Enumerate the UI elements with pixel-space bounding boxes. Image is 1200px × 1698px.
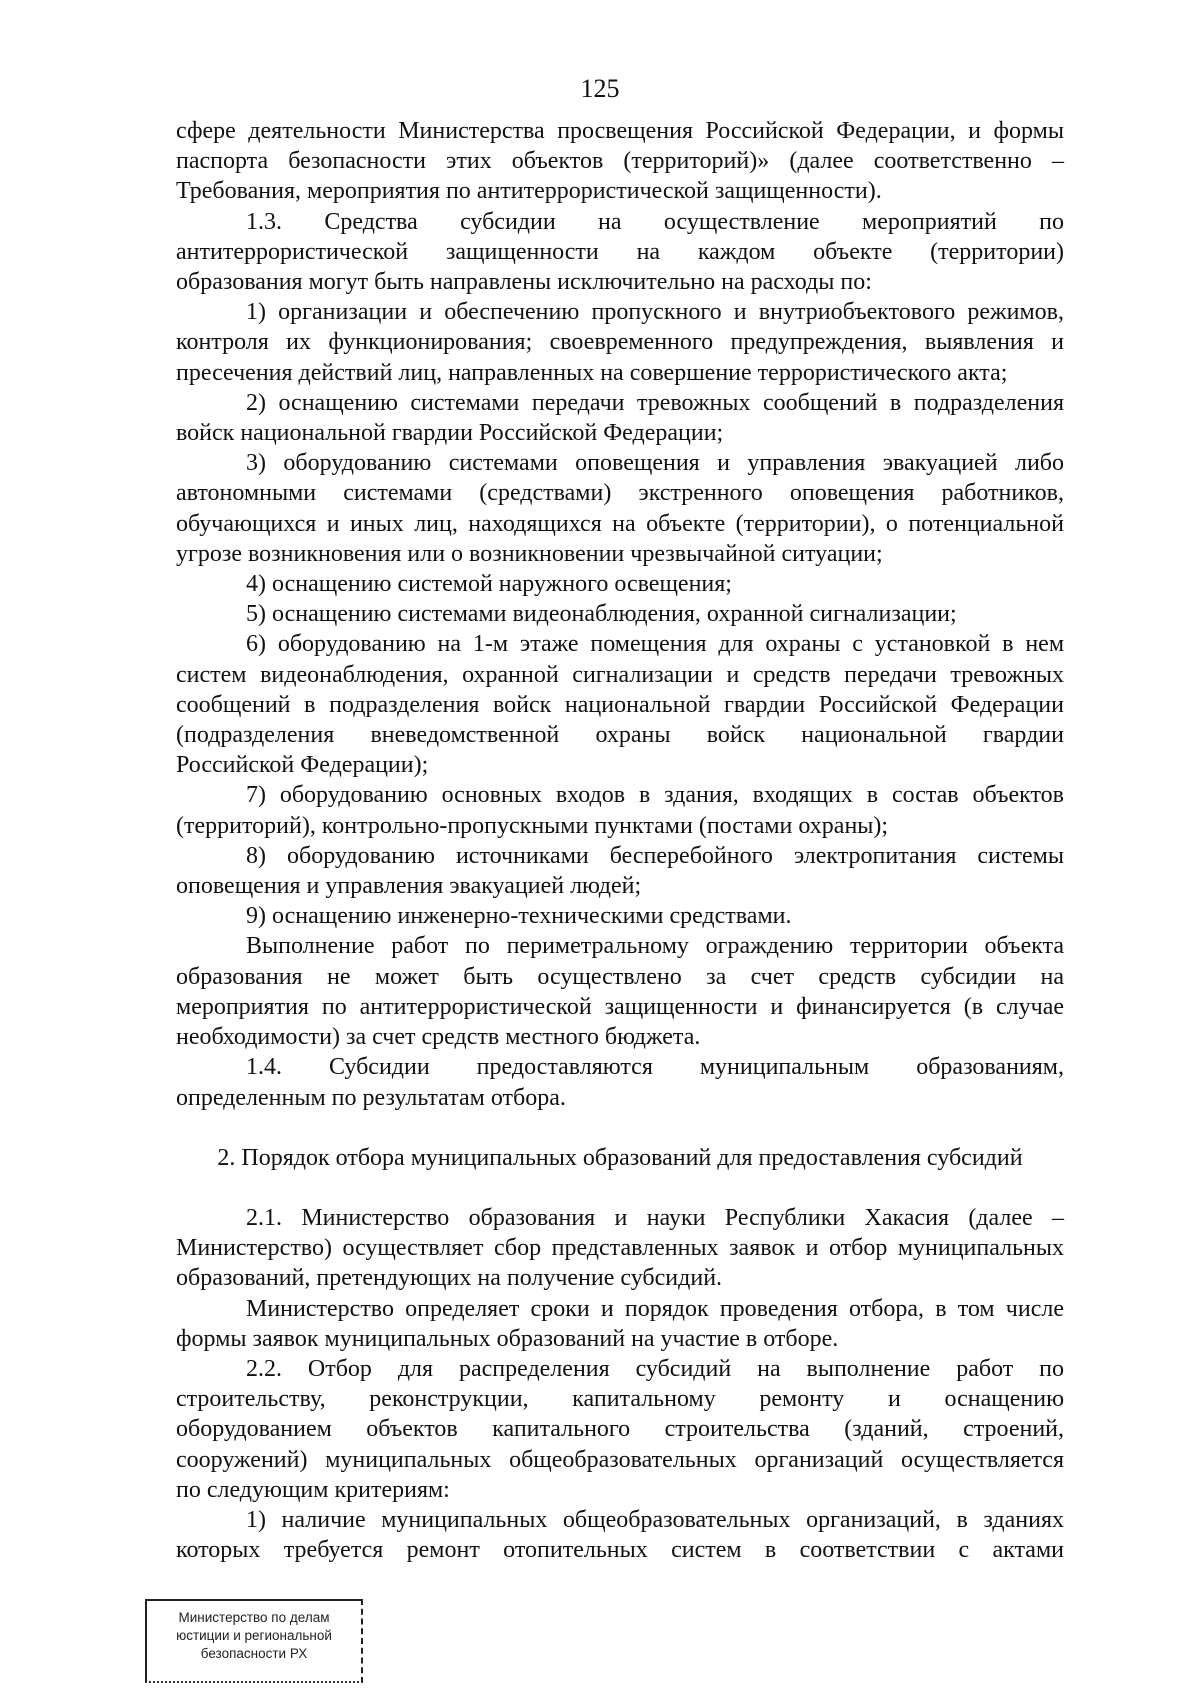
text-line: которых требуется ремонт отопительных систем в соответствии с актами xyxy=(176,1537,1064,1564)
text-line: 6) оборудованию на 1-м этаже помещения для охраны с установкой в нем xyxy=(246,631,1064,658)
text-line: строительству, реконструкции, капитальному ремонту и оснащению xyxy=(176,1386,1064,1413)
text-line: угрозе возникновения или о возникновении чрезвычайной ситуации; xyxy=(176,540,883,567)
list-item-9 xyxy=(176,901,1064,931)
list-item-6 xyxy=(176,629,1064,780)
text-line: Министерство) осуществляет сбор представленных заявок и отбор муниципальных xyxy=(176,1235,1064,1262)
text-line: 1.4. Субсидии предоставляются муниципальным образованиям, xyxy=(246,1054,1064,1081)
text-line: 9) оснащению инженерно-техническими средствами. xyxy=(246,903,792,930)
text-line: по следующим критериям: xyxy=(176,1476,450,1503)
paragraph-intro-continuation xyxy=(176,116,1064,207)
text-line: 8) оборудованию источниками бесперебойного электропитания системы xyxy=(246,842,1064,869)
text-line: 2.2. Отбор для распределения субсидий на выполнение работ по xyxy=(246,1355,1064,1382)
text-line: 1) наличие муниципальных общеобразовательных организаций, в зданиях xyxy=(246,1506,1064,1533)
text-line: 1) организации и обеспечению пропускного и внутриобъектового режимов, xyxy=(246,299,1064,326)
paragraph-1-4 xyxy=(176,1052,1064,1112)
text-line: систем видеонаблюдения, охранной сигнализации и средств передачи тревожных xyxy=(176,661,1064,688)
text-line: сообщений в подразделения войск национальной гвардии Российской Федерации xyxy=(176,691,1064,718)
text-line: антитеррористической защищенности на каждом объекте (территории) xyxy=(176,238,1064,265)
text-line: (территорий), контрольно-пропускными пунктами (постами охраны); xyxy=(176,812,889,839)
text-line: 7) оборудованию основных входов в здания, входящих в состав объектов xyxy=(246,782,1064,809)
paragraph-perimeter-fencing xyxy=(176,931,1064,1052)
paragraph-1-3 xyxy=(176,207,1064,298)
text-line: мероприятия по антитеррористической защищенности и финансируется (в случае xyxy=(176,993,1064,1020)
document-body xyxy=(176,116,1064,1565)
text-line: Требования, мероприятия по антитеррористической защищенности). xyxy=(176,178,882,205)
list-item-3 xyxy=(176,448,1064,569)
text-line: 3) оборудованию системами оповещения и управления эвакуацией либо xyxy=(246,450,1064,477)
text-line: Министерство определяет сроки и порядок проведения отбора, в том числе xyxy=(246,1295,1064,1322)
list-item-5 xyxy=(176,599,1064,629)
section-gap xyxy=(176,1113,1064,1143)
criterion-item-1 xyxy=(176,1505,1064,1565)
stamp-line: безопасности РХ xyxy=(200,1646,308,1661)
text-line: необходимости) за счет средств местного бюджета. xyxy=(176,1024,701,1051)
list-item-8 xyxy=(176,841,1064,901)
text-line: образования не может быть осуществлено за счет средств субсидии на xyxy=(176,963,1064,990)
text-line: (подразделения вневедомственной охраны войск национальной гвардии xyxy=(176,722,1064,749)
section-heading-2 xyxy=(176,1143,1064,1173)
text-line: пресечения действий лиц, направленных на совершение террористического акта; xyxy=(176,359,1008,386)
text-line: определенным по результатам отбора. xyxy=(176,1084,566,1111)
stamp-line: Министерство по делам xyxy=(178,1610,330,1625)
text-line: сооружений) муниципальных общеобразовательных организаций осуществляется xyxy=(176,1446,1064,1473)
text-line: образования могут быть направлены исключительно на расходы по: xyxy=(176,269,872,296)
section-gap xyxy=(176,1173,1064,1203)
text-line: 2.1. Министерство образования и науки Республики Хакасия (далее – xyxy=(246,1204,1064,1231)
text-line: 5) оснащению системами видеонаблюдения, охранной сигнализации; xyxy=(246,601,957,628)
list-item-2 xyxy=(176,388,1064,448)
page-number: 125 xyxy=(580,74,620,103)
text-line: 2) оснащению системами передачи тревожных сообщений в подразделения xyxy=(246,389,1064,416)
paragraph-2-2 xyxy=(176,1354,1064,1505)
text-line: войск национальной гвардии Российской Федерации; xyxy=(176,420,724,447)
text-line: автономными системами (средствами) экстренного оповещения работников, xyxy=(176,480,1064,507)
text-line: контроля их функционирования; своевременного предупреждения, выявления и xyxy=(176,329,1064,356)
text-line: оповещения и управления эвакуацией людей; xyxy=(176,873,642,900)
text-line: Выполнение работ по периметральному ограждению территории объекта xyxy=(246,933,1064,960)
text-line: Российской Федерации); xyxy=(176,752,429,779)
list-item-7 xyxy=(176,780,1064,840)
list-item-1 xyxy=(176,297,1064,388)
ministry-stamp xyxy=(145,1599,363,1683)
heading-text: 2. Порядок отбора муниципальных образований для предоставления субсидий xyxy=(217,1144,1023,1171)
text-line: паспорта безопасности этих объектов (территорий)» (далее соответственно – xyxy=(176,148,1064,175)
text-line: формы заявок муниципальных образований на участие в отборе. xyxy=(176,1325,839,1352)
text-line: 1.3. Средства субсидии на осуществление мероприятий по xyxy=(246,208,1064,235)
list-item-4 xyxy=(176,569,1064,599)
stamp-line: юстиции и региональной xyxy=(176,1628,332,1643)
text-line: сфере деятельности Министерства просвещения Российской Федерации, и формы xyxy=(176,118,1064,144)
text-line: образований, претендующих на получение субсидий. xyxy=(176,1265,723,1292)
text-line: оборудованием объектов капитального строительства (зданий, строений, xyxy=(176,1416,1064,1443)
text-line: 4) оснащению системой наружного освещения; xyxy=(246,571,732,598)
text-line: обучающихся и иных лиц, находящихся на объекте (территории), о потенциальной xyxy=(176,510,1064,537)
paragraph-2-1 xyxy=(176,1203,1064,1294)
paragraph-selection-terms xyxy=(176,1294,1064,1354)
